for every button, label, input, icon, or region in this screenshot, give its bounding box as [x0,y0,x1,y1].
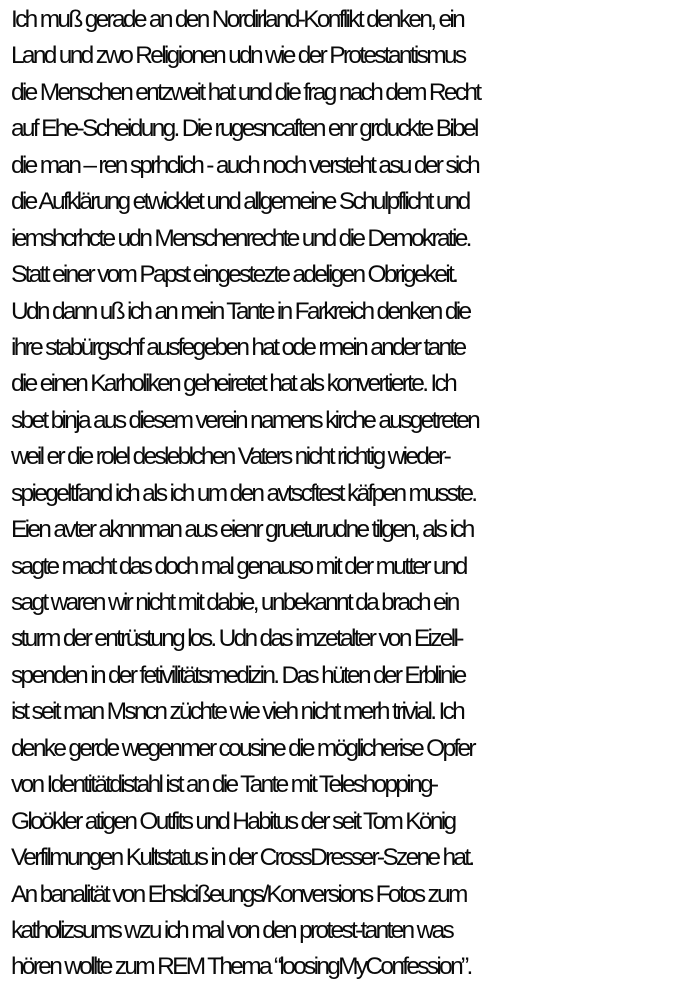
text-line: ihre stabürgschf ausfegeben hat ode rmein ander tante [11,333,465,361]
text-line: auf Ehe-Scheidung. Die rugesncaften enr grduckte Bibel [11,115,477,143]
text-line: sbet binja aus diesem verein namens kirche ausgetreten [11,406,479,434]
text-line: hören wollte zum REM Thema “loosingMyConfession”. [11,953,471,981]
text-line: die man – ren sprhclich - auch noch versteht asu der sich [11,151,479,179]
text-line: die Aufklärung etwicklet und allgemeine Schulpflicht und [11,188,469,216]
text-line: katholizsums wzu ich mal von den protest-tanten was [11,916,453,944]
text-line: Verfilmungen Kultstatus in der CrossDresser-Szene hat. [11,844,473,872]
text-line: spiegeltfand ich als ich um den avtscftest käfpen musste. [11,479,476,507]
text-line: denke gerde wegenmer cousine die möglicherise Opfer [11,734,474,762]
text-line: sturm der entrüstung los. Udn das imzetalter von Eizell- [11,625,462,653]
text-line: von Identitätdistahl ist an die Tante mit Teleshopping- [11,771,437,799]
text-line: Land und zwo Religionen udn wie der Protestantismus [11,42,465,70]
body-text [11,2,683,986]
text-line: sagt waren wir nicht mit dabie, unbekannt da brach ein [11,589,458,616]
text-line: Ich muß gerade an den Nordirland-Konflikt denken, ein [11,6,464,33]
text-line: die Menschen entzweit hat und die frag nach dem Recht [11,78,480,106]
text-line: Gloökler atigen Outfits und Habitus der seit Tom König [11,807,455,835]
text-line: Statt einer vom Papst eingestezte adeligen Obrigekeit. [11,261,457,289]
text-line: weil er die rolel desleblchen Vaters nicht richtig wieder- [11,443,450,471]
text-line: spenden in der fetivilitätsmedizin. Das hüten der Erblinie [11,661,465,689]
text-line: Eien avter aknnman aus eienr grueturudne tilgen, als ich [11,516,473,544]
text-line: die einen Karholiken geheiretet hat als konvertierte. Ich [11,370,455,398]
text-line: sagte macht das doch mal genauso mit der mutter und [11,552,466,580]
text-line: ist seit man Msncn züchte wie vieh nicht merh trivial. Ich [11,698,464,726]
text-line: Udn dann uß ich an mein Tante in Farkreich denken die [11,297,470,325]
text-line: iemshcrhcte udn Menschenrechte und die Demokratie. [11,224,470,252]
text-line: An banalität von Ehslcißeungs/Konversions Fotos zum [11,880,466,908]
